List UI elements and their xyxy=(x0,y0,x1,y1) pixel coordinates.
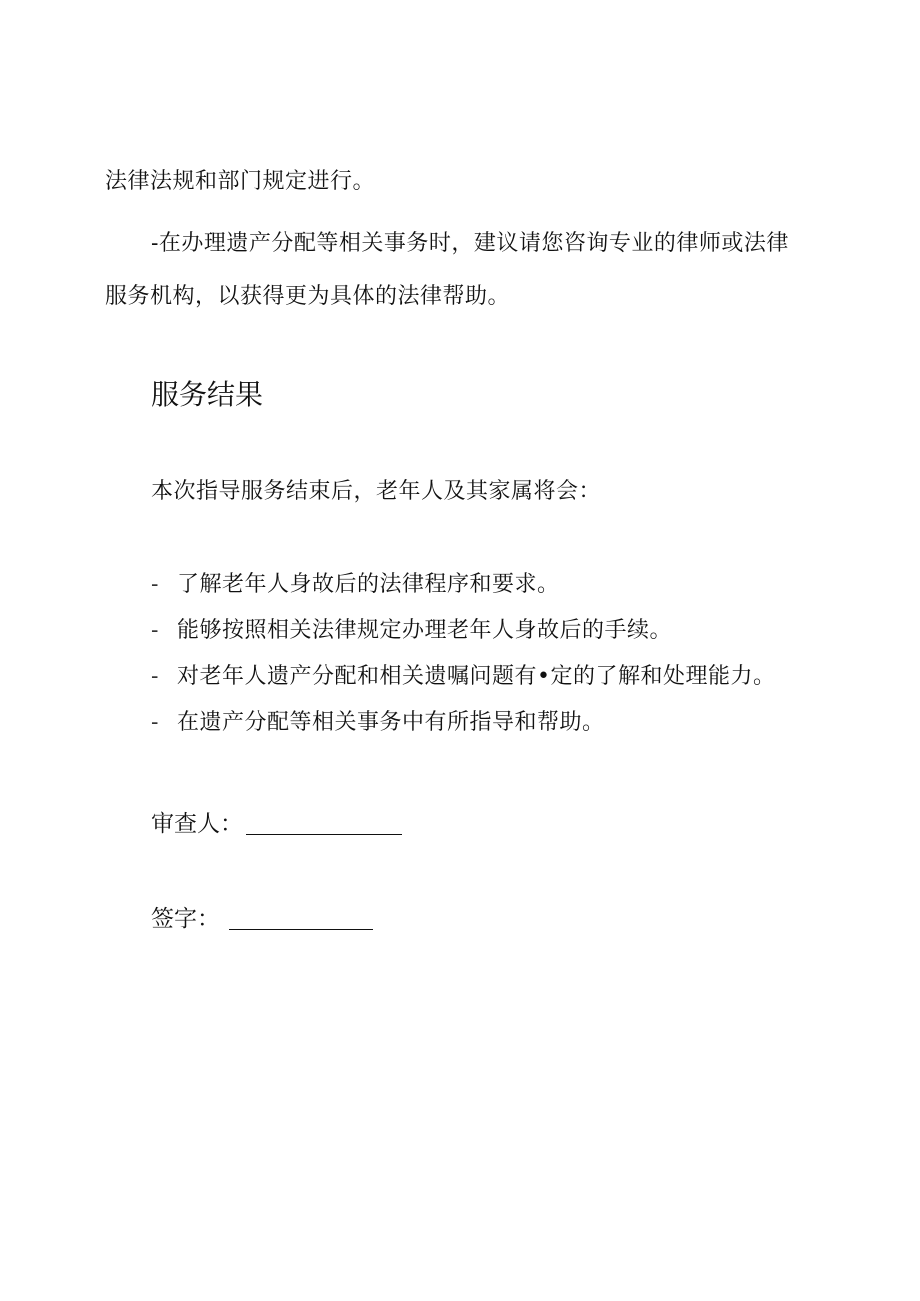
dash-marker: - xyxy=(151,572,159,597)
list-item-text: 在遗产分配等相关事务中有所指导和帮助。 xyxy=(177,710,605,735)
dash-marker: - xyxy=(151,618,159,643)
list-item xyxy=(151,708,775,754)
list-item-text: 了解老年人身故后的法律程序和要求。 xyxy=(177,572,560,597)
list-item-text: 对老年人遗产分配和相关遗嘱问题有•定的了解和处理能力。 xyxy=(177,664,776,689)
dash-marker: - xyxy=(151,664,159,689)
paragraph-line: 法律法规和部门规定进行。 xyxy=(105,169,376,194)
section-heading: 服务结果 xyxy=(151,378,264,411)
signature-label: 签字： xyxy=(151,906,220,932)
section-intro: 本次指导服务结束后，老年人及其家属将会： xyxy=(151,479,602,504)
list-item-text: 能够按照相关法律规定办理老年人身故后的手续。 xyxy=(177,618,673,643)
paragraph-line: -在办理遗产分配等相关事务时，建议请您咨询专业的律师或法律 xyxy=(151,231,789,256)
list-item xyxy=(151,570,775,616)
reviewer-label: 审查人： xyxy=(151,811,243,837)
list-item xyxy=(151,662,775,708)
list-item xyxy=(151,616,775,662)
signature-row xyxy=(151,903,220,935)
signature-blank-line[interactable] xyxy=(229,929,373,930)
reviewer-row xyxy=(151,808,243,840)
reviewer-blank-line[interactable] xyxy=(246,834,402,835)
result-list xyxy=(151,570,775,754)
dash-marker: - xyxy=(151,710,159,735)
paragraph-line: 服务机构，以获得更为具体的法律帮助。 xyxy=(105,284,511,309)
